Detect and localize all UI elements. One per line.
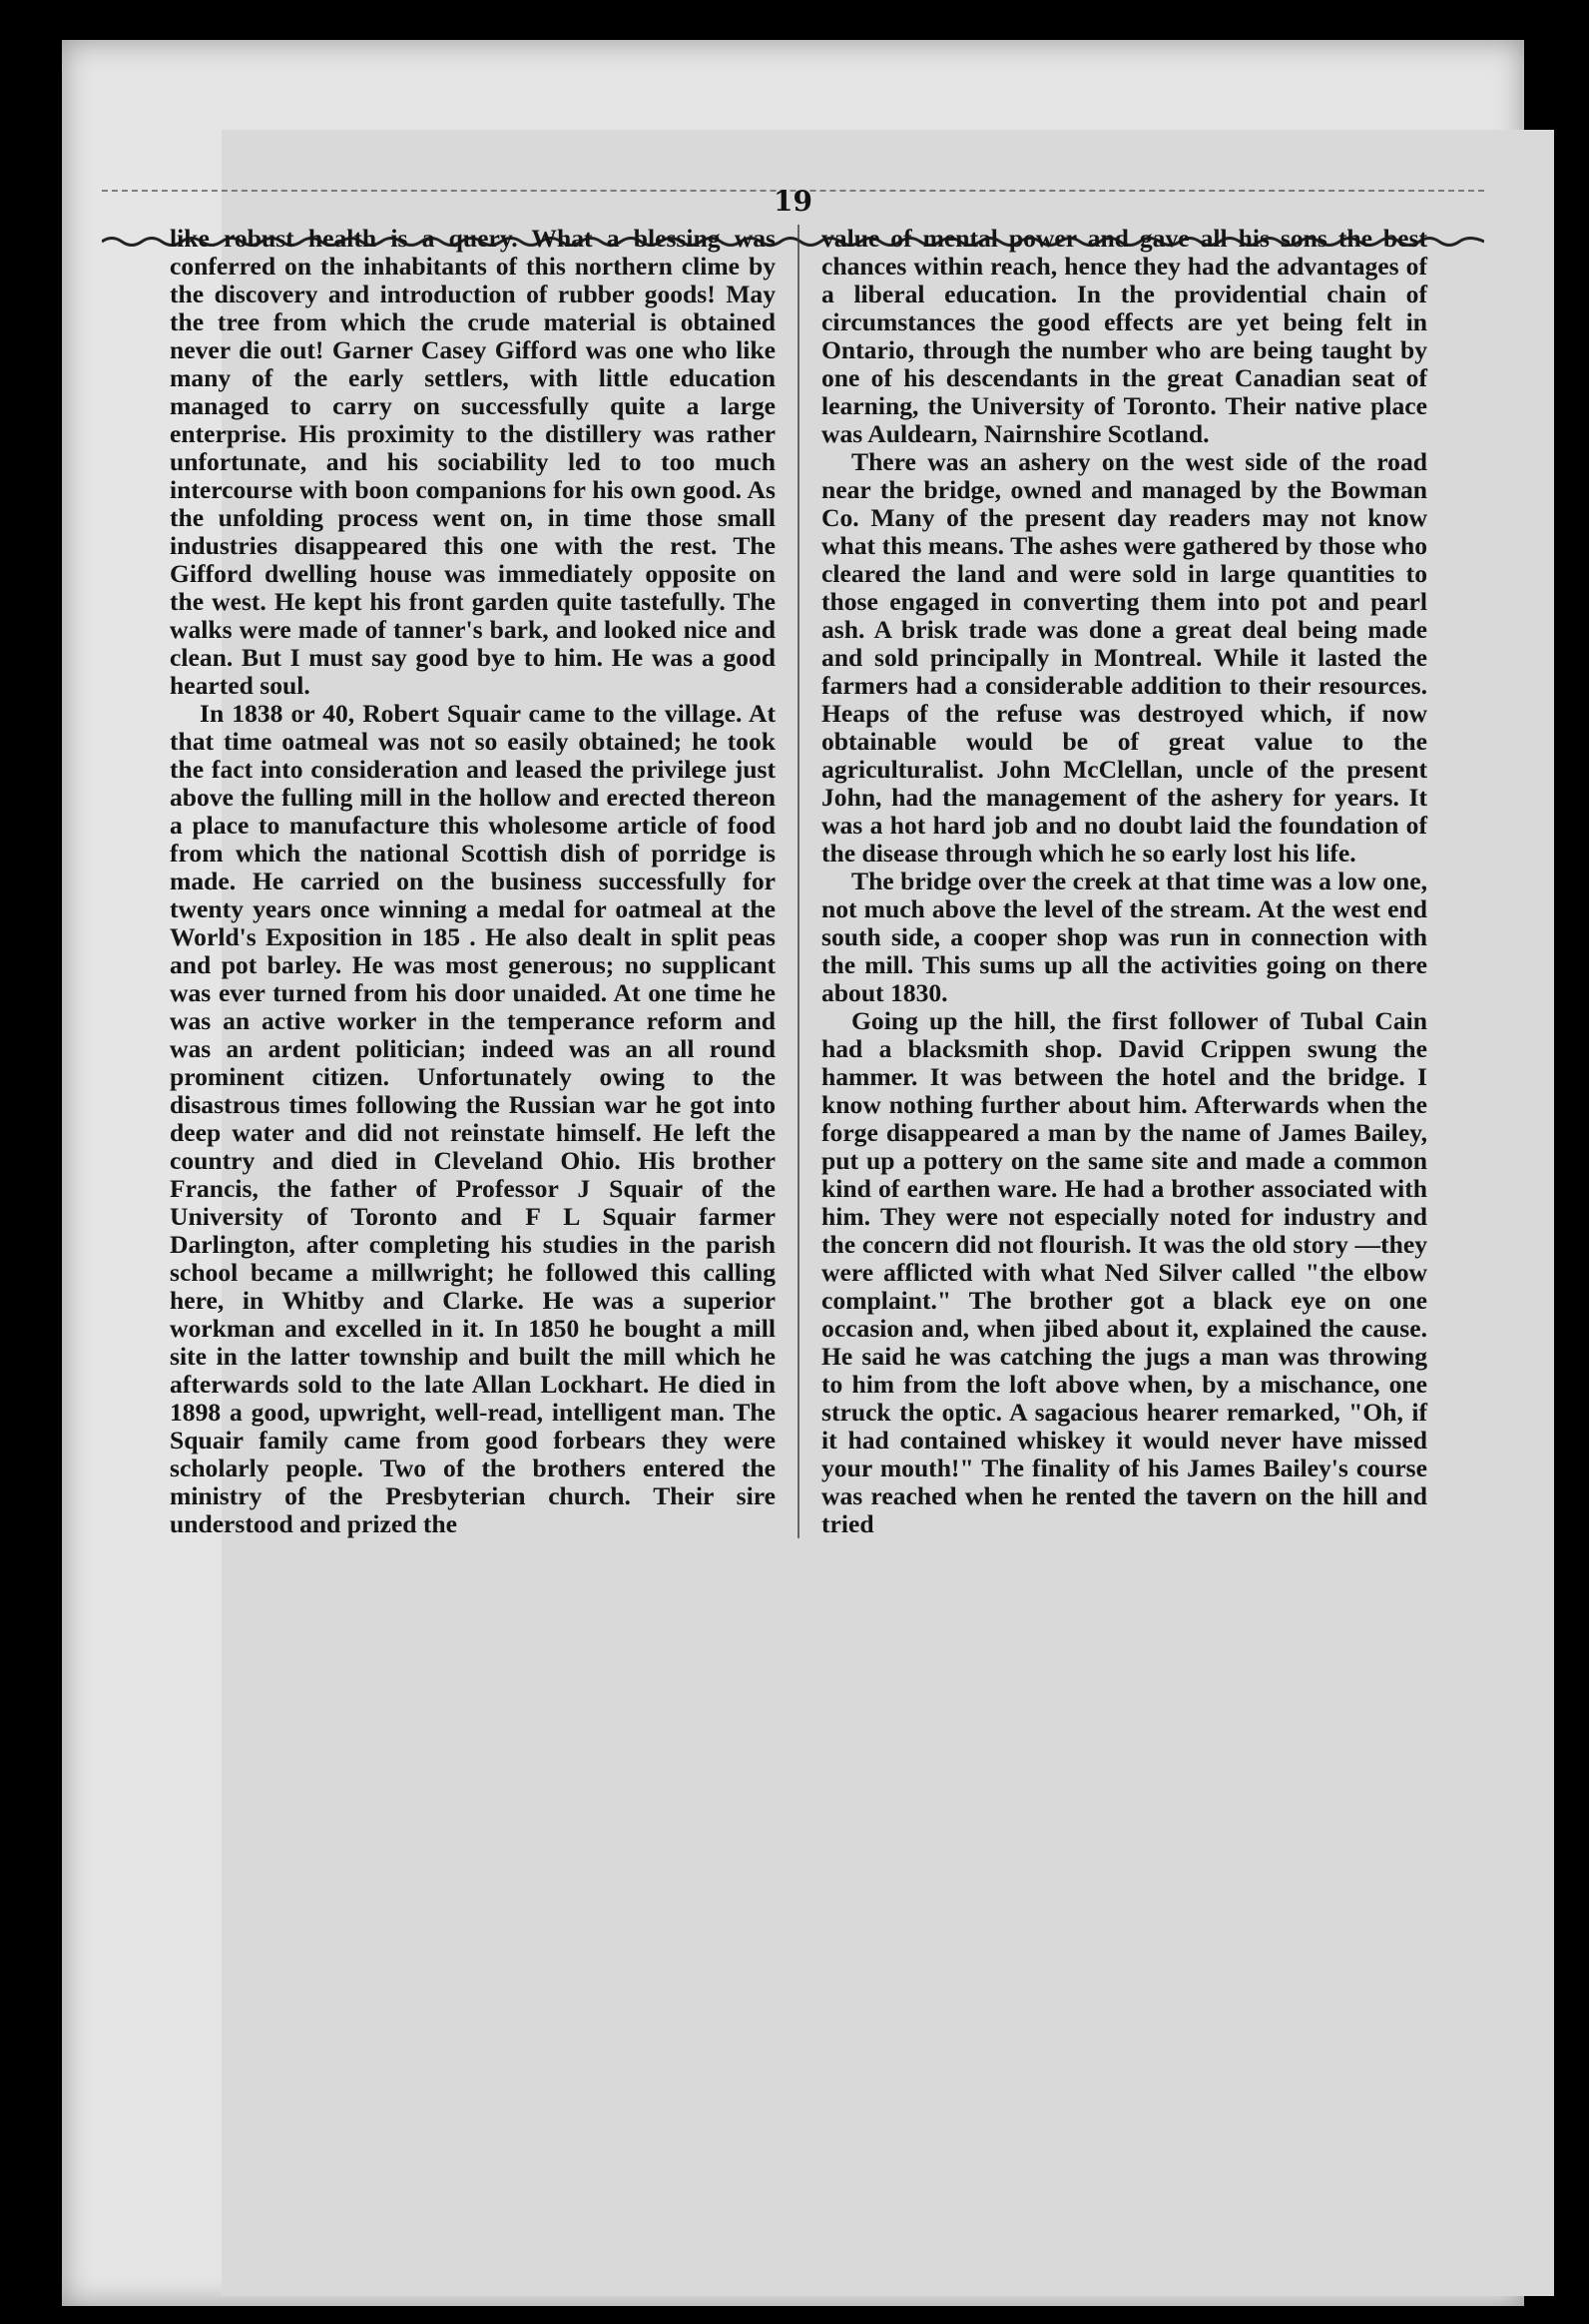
left-paragraph: In 1838 or 40, Robert Squair came to the village. At that time oatmeal was not so easily obtained; he took the fact into consideration and leased the privilege just above the fulling mill in the hollow and erected thereon a place to manufacture this wholesome article of food from which the national Scottish dish of porridge is made. He carried on the business successfully for twenty years once winning a medal for oatmeal at the World's Exposition in 185 . He also dealt in split peas and pot barley. He was most generous; no supplicant was ever turned from his door unaided. At one time he was an active worker in the temperance reform and was an ardent politician; indeed was an all round prominent citizen. Unfortunately owing to the disastrous times following the Russian war he got into deep water and did not reinstate himself. He left the country and died in Cleveland Ohio. His brother Francis, the father of Professor J Squair of the University of Toronto and F L Squair farmer Darlington, after completing his studies in the parish school became a millwright; he followed this calling here, in Whitby and Clarke. He was a superior workman and excelled in it. In 1850 he bought a mill site in the latter township and built the mill which he afterwards sold to the late Allan Lockhart. He died in 1898 a good, upwright, well-read, intelligent man. The Squair family came from good forbears they were scholarly people. Two of the brothers entered the ministry of the Presbyterian church. Their sire understood and prized the (170, 699, 776, 1538)
left-paragraph: like robust health is a query. What a blessing was conferred on the inhabitants of this northern clime by the discovery and introduction of rubber goods! May the tree from which the crude material is obtained never die out! Garner Casey Gifford was one who like many of the early settlers, with little education managed to carry on successfully quite a large enterprise. His proximity to the distillery was rather unfortunate, and his sociability led to too much intercourse with boon companions for his own good. As the unfolding process went on, in time those small industries disappeared this one with the rest. The Gifford dwelling house was immediately opposite on the west. He kept his front garden quite tastefully. The walks were made of tanner's bark, and looked nice and clean. But I must say good bye to him. He was a good hearted soul. (170, 224, 776, 700)
left-column (170, 225, 776, 1538)
right-paragraph: Going up the hill, the first follower of Tubal Cain had a blacksmith shop. David Crippen swung the hammer. It was between the hotel and the bridge. I know nothing further about him. Afterwards when the forge disappeared a man by the name of James Bailey, put up a pottery on the same site and made a common kind of earthen ware. He had a brother associated with him. They were not especially noted for industry and the concern did not flourish. It was the old story —they were afflicted with what Ned Silver called "the elbow complaint." The brother got a black eye on one occasion and, when jibed about it, explained the cause. He said he was catching the jugs a man was throwing to him from the loft above when, by a mischance, one struck the optic. A sagacious hearer remarked, "Oh, if it had contained whiskey it would never have missed your mouth!" The finality of his James Bailey's course was reached when he rented the tavern on the hill and tried (821, 1006, 1427, 1538)
column-divider (797, 225, 799, 1538)
right-column (821, 225, 1427, 1538)
page-number: 19 (774, 185, 812, 218)
text-columns (170, 225, 1427, 1538)
right-paragraph: There was an ashery on the west side of the road near the bridge, owned and managed by the Bowman Co. Many of the present day readers may not know what this means. The ashes were gathered by those who cleared the land and were sold in large quantities to those engaged in converting them into pot and pearl ash. A brisk trade was done a great deal being made and sold principally in Montreal. While it lasted the farmers had a considerable addition to their resources. Heaps of the refuse was destroyed which, if now obtainable would be of great value to the agriculturalist. John McClellan, uncle of the present John, had the management of the ashery for years. It was a hot hard job and no doubt laid the foundation of the disease through which he so early lost his life. (821, 447, 1427, 868)
right-paragraph: The bridge over the creek at that time was a low one, not much above the level of the stream. At the west end south side, a cooper shop was run in connection with the mill. This sums up all the activities going on there about 1830. (821, 867, 1427, 1007)
right-paragraph: value of mental power and gave all his sons the best chances within reach, hence they had the advantages of a liberal education. In the providential chain of circumstances the good effects are yet being felt in Ontario, through the number who are being taught by one of his descendants in the great Canadian seat of learning, the University of Toronto. Their native place was Auldearn, Nairnshire Scotland. (821, 224, 1427, 448)
